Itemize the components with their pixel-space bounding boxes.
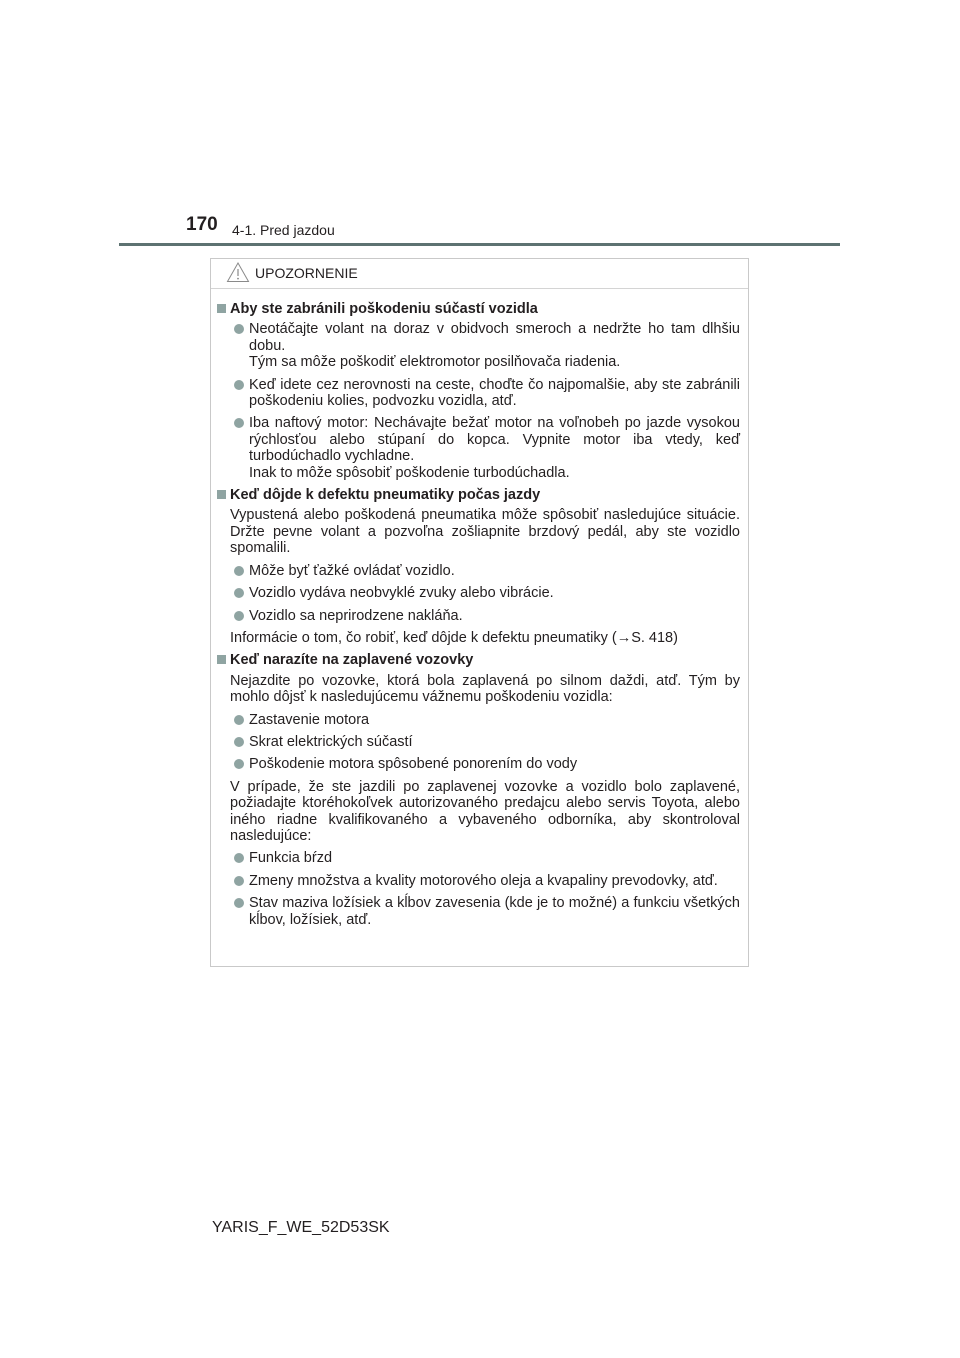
warning-content bbox=[211, 289, 748, 928]
round-bullet-icon bbox=[234, 715, 244, 725]
bullet-item bbox=[217, 563, 740, 579]
document-code: YARIS_F_WE_52D53SK bbox=[212, 1219, 390, 1236]
section-heading-text: Aby ste zabránili poškodeniu súčastí vozidla bbox=[230, 301, 538, 317]
text-line: Funkcia bŕzd bbox=[249, 850, 333, 867]
header-rule bbox=[119, 243, 840, 246]
text-line: Inak to môže spôsobiť poškodenie turbodúchadla. bbox=[249, 464, 570, 481]
bullet-item bbox=[217, 895, 740, 928]
text-line: Nejazdite po vozovke, ktorá bola zaplavená po silnom daždi, atď. Tým by mohlo dôjsť k nasledujúcemu vážnemu poškodeniu vozidla: bbox=[230, 672, 740, 706]
bullet-item bbox=[217, 608, 740, 624]
text-line: Môže byť ťažké ovládať vozidlo. bbox=[249, 562, 455, 579]
text-line: V prípade, že ste jazdili po zaplavenej vozovke a vozidlo bolo zaplavené, požiadajte ktoréhokoľvek autorizovaného predajcu alebo servis Toyota, alebo iného riadne kvalifikovaného a vybaveného odborníka, aby skontroloval nasledujúce: bbox=[230, 778, 740, 844]
round-bullet-icon bbox=[234, 566, 244, 576]
text-line: Poškodenie motora spôsobené ponorením do vody bbox=[249, 756, 578, 773]
round-bullet-icon bbox=[234, 876, 244, 886]
paragraph bbox=[217, 630, 740, 646]
section-heading bbox=[217, 301, 740, 317]
section-heading-text: Keď narazíte na zaplavené vozovky bbox=[230, 652, 474, 669]
paragraph bbox=[217, 673, 740, 706]
round-bullet-icon bbox=[234, 418, 244, 428]
round-bullet-icon bbox=[234, 588, 244, 598]
round-bullet-icon bbox=[234, 898, 244, 908]
round-bullet-icon bbox=[234, 324, 244, 334]
page-number: 170 bbox=[186, 214, 218, 235]
round-bullet-icon bbox=[234, 853, 244, 863]
section-heading-text: Keď dôjde k defektu pneumatiky počas jazdy bbox=[230, 487, 541, 504]
section-title: 4-1. Pred jazdou bbox=[232, 222, 335, 238]
text-line: Informácie o tom, čo robiť, keď dôjde k defektu pneumatiky (→S. 418) bbox=[230, 629, 678, 646]
section-heading bbox=[217, 652, 740, 668]
square-bullet-icon bbox=[217, 655, 226, 664]
bullet-item bbox=[217, 873, 740, 889]
text-line: Stav maziva ložísiek a kĺbov zavesenia (kde je to možné) a funkciu všetkých kĺbov, ložísiek, atď. bbox=[249, 895, 740, 928]
text-line: Vozidlo sa neprirodzene nakláňa. bbox=[249, 607, 463, 624]
text-line: Skrat elektrických súčastí bbox=[249, 733, 413, 750]
round-bullet-icon bbox=[234, 380, 244, 390]
bullet-item bbox=[217, 756, 740, 772]
warning-header bbox=[211, 259, 748, 289]
bullet-item bbox=[217, 377, 740, 410]
text-line: Neotáčajte volant na doraz v obidvoch smeroch a nedržte ho tam dlhšiu dobu. bbox=[249, 321, 740, 354]
text-line: Tým sa môže poškodiť elektromotor posilňovača riadenia. bbox=[249, 354, 621, 371]
paragraph bbox=[217, 507, 740, 556]
square-bullet-icon bbox=[217, 490, 226, 499]
text-line: Iba naftový motor: Nechávajte bežať motor na voľnobeh po jazde vysokou rýchlosťou alebo stúpaní do kopca. Vypnite motor iba vtedy, keď turbodúchadlo vychladne. bbox=[249, 415, 740, 465]
text-line: Vypustená alebo poškodená pneumatika môže spôsobiť nasledujúce situácie. Držte pevne volant a pozvoľna zošliapnite brzdový pedál, aby ste vozidlo spomalili. bbox=[230, 507, 740, 557]
text-line: Keď idete cez nerovnosti na ceste, choďte čo najpomalšie, aby ste zabránili poškodeniu kolies, podvozku vozidla, atď. bbox=[249, 376, 740, 410]
bullet-item bbox=[217, 415, 740, 481]
warning-title: UPOZORNENIE bbox=[255, 265, 358, 281]
warning-box bbox=[210, 258, 749, 967]
text-line: Vozidlo vydáva neobvyklé zvuky alebo vibrácie. bbox=[249, 585, 554, 602]
bullet-item bbox=[217, 850, 740, 866]
square-bullet-icon bbox=[217, 304, 226, 313]
bullet-item bbox=[217, 321, 740, 370]
round-bullet-icon bbox=[234, 759, 244, 769]
paragraph bbox=[217, 779, 740, 845]
bullet-item bbox=[217, 712, 740, 728]
bullet-item bbox=[217, 734, 740, 750]
round-bullet-icon bbox=[234, 737, 244, 747]
text-line: Zastavenie motora bbox=[249, 711, 370, 728]
text-line: Zmeny množstva a kvality motorového oleja a kvapaliny prevodovky, atď. bbox=[249, 872, 718, 889]
round-bullet-icon bbox=[234, 611, 244, 621]
warning-triangle-icon bbox=[226, 261, 250, 283]
bullet-item bbox=[217, 585, 740, 601]
section-heading bbox=[217, 487, 740, 503]
